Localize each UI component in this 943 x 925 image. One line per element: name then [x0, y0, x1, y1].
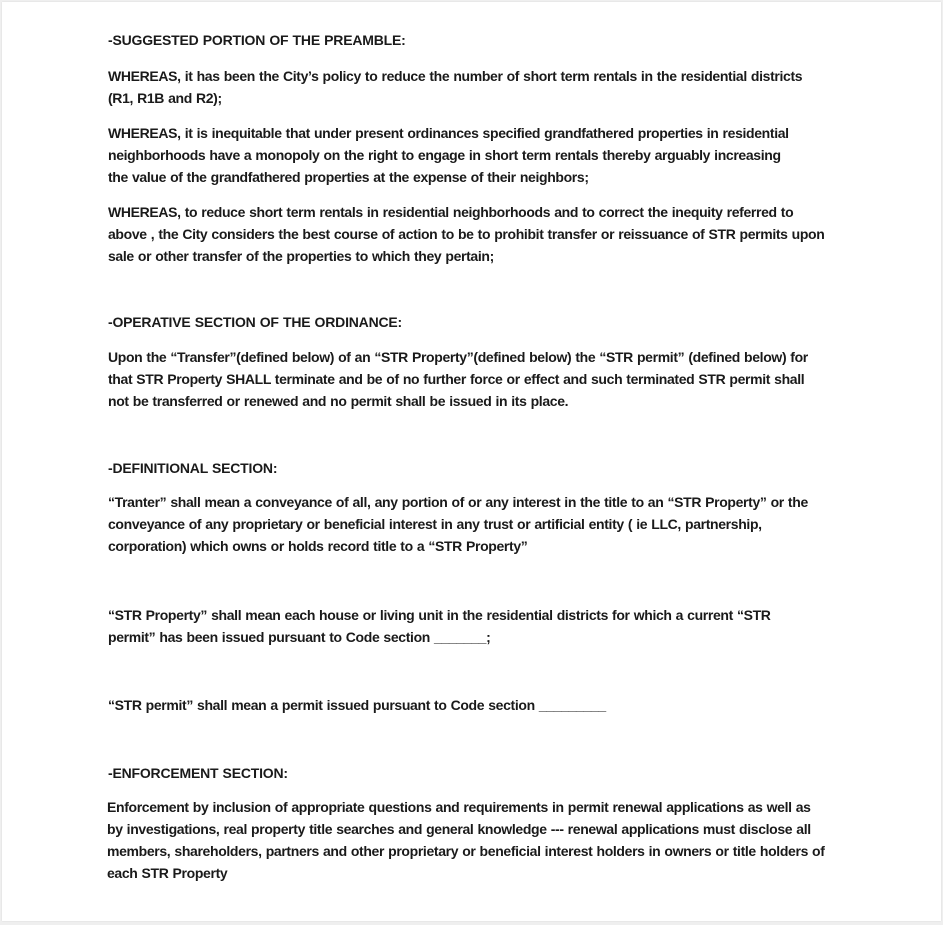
- operative-heading: -OPERATIVE SECTION OF THE ORDINANCE:: [108, 314, 402, 330]
- definition-str-property: “STR Property” shall mean each house or living unit in the residential districts for which a current “STR permit” has been issued pursuant to Code section _______;: [108, 607, 771, 645]
- document-page: [2, 2, 941, 921]
- enforcement-text: Enforcement by inclusion of appropriate questions and requirements in permit renewal applications as well as by investigations, real property title searches and general knowledge --- renewal applications must disclose all members, shareholders, partners and other proprietary or beneficial interest holders in owners or title holders of each STR Property: [107, 799, 825, 881]
- whereas-clause-3: WHEREAS, to reduce short term rentals in residential neighborhoods and to correct the inequity referred to above , the City considers the best course of action to be to prohibit transfer or reissuance of STR permits upon sale or other transfer of the properties to which they pertain;: [108, 204, 825, 264]
- definition-str-permit: “STR permit” shall mean a permit issued pursuant to Code section _________: [108, 697, 606, 713]
- preamble-heading: -SUGGESTED PORTION OF THE PREAMBLE:: [108, 32, 406, 48]
- enforcement-heading: -ENFORCEMENT SECTION:: [108, 765, 288, 781]
- definition-transfer: “Tranter” shall mean a conveyance of all, any portion of or any interest in the title to an “STR Property” or the conveyance of any proprietary or beneficial interest in any trust or artificial entity ( ie LLC, partnership, corporation) which owns or holds record title to a “STR Property”: [108, 494, 808, 554]
- operative-text: Upon the “Transfer”(defined below) of an “STR Property”(defined below) the “STR permit” (defined below) for that STR Property SHALL terminate and be of no further force or effect and such terminated STR permit shall not be transferred or renewed and no permit shall be issued in its place.: [108, 349, 808, 409]
- definitional-heading: -DEFINITIONAL SECTION:: [108, 460, 278, 476]
- whereas-clause-2: WHEREAS, it is inequitable that under present ordinances specified grandfathered properties in residential neighborhoods have a monopoly on the right to engage in short term rentals thereby arguably increasing the value of the grandfathered properties at the expense of their neighbors;: [108, 125, 789, 185]
- whereas-clause-1: WHEREAS, it has been the City’s policy to reduce the number of short term rentals in the residential districts (R1, R1B and R2);: [108, 68, 803, 106]
